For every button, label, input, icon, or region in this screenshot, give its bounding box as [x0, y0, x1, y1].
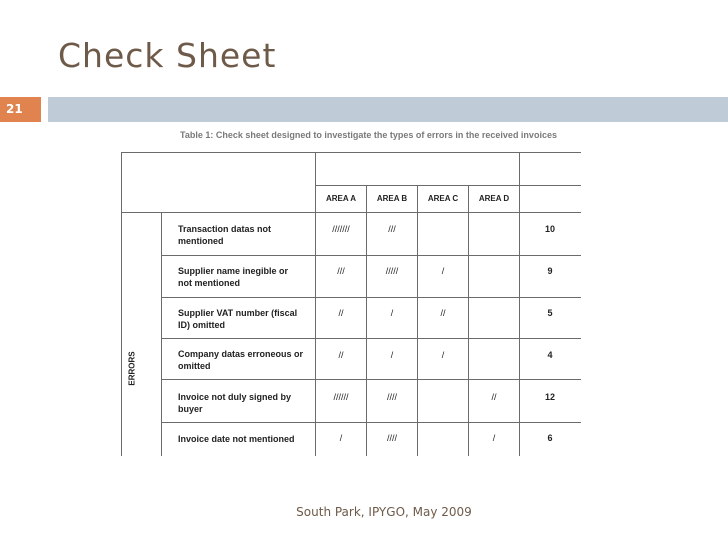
errors-side-label: ERRORS — [127, 351, 137, 386]
table-caption: Table 1: Check sheet designed to investigate the types of errors in the received invoices — [180, 130, 557, 140]
row-label-line: Invoice not duly signed by — [178, 392, 292, 402]
tally-area-d: // — [491, 392, 497, 402]
row-label — [178, 307, 297, 331]
row-label-line: ID) omitted — [178, 320, 225, 330]
tally-area-a: /// — [337, 266, 345, 276]
check-sheet-table — [121, 152, 581, 456]
tally-area-b: / — [390, 350, 394, 360]
row-label-line: Transaction datas not — [178, 224, 272, 234]
errors-divider — [161, 212, 162, 456]
row-total: 12 — [544, 392, 555, 402]
tally-area-b: /// — [388, 224, 396, 234]
row-total: 6 — [547, 433, 553, 443]
area-a-header: AREA A — [325, 194, 357, 203]
row-line — [161, 255, 581, 256]
table-border-top — [121, 152, 581, 153]
slide-number: 21 — [0, 97, 41, 122]
tally-area-a: /////// — [332, 224, 350, 234]
title-bar — [48, 97, 728, 122]
col-line-d — [468, 185, 469, 456]
tally-area-b: / — [390, 308, 394, 318]
tally-area-c: / — [441, 350, 445, 360]
row-label-line: omitted — [178, 361, 211, 371]
tally-area-b: ///// — [385, 266, 399, 276]
area-d-header: AREA D — [478, 194, 510, 203]
row-line — [161, 422, 581, 423]
row-total: 4 — [547, 350, 553, 360]
row-label-line: Company datas erroneous or — [178, 349, 304, 359]
footer-text: South Park, IPYGO, May 2009 — [296, 505, 472, 519]
tally-area-a: ////// — [333, 392, 349, 402]
row-label — [178, 433, 295, 445]
slide-footer — [0, 505, 728, 519]
tally-area-b: //// — [386, 392, 397, 402]
row-label-line: not mentioned — [178, 278, 240, 288]
row-label — [178, 265, 288, 289]
area-c-header: AREA C — [427, 194, 459, 203]
col-line-c — [417, 185, 418, 456]
tally-area-c: / — [441, 266, 445, 276]
header-bottom — [121, 212, 581, 213]
row-label-line: mentioned — [178, 236, 224, 246]
row-label — [178, 223, 271, 247]
tally-area-a: / — [339, 433, 343, 443]
tally-area-a: // — [338, 350, 344, 360]
tally-area-c: // — [440, 308, 446, 318]
header-divider — [315, 185, 581, 186]
row-line — [161, 379, 581, 380]
row-label-line: Supplier name inegible or — [178, 266, 289, 276]
area-b-header: AREA B — [376, 194, 408, 203]
row-line — [161, 338, 581, 339]
row-label-line: Supplier VAT number (fiscal — [178, 308, 298, 318]
table-border-left — [121, 152, 122, 456]
row-label-line: Invoice date not mentioned — [178, 434, 295, 444]
row-line — [161, 297, 581, 298]
tally-area-d: / — [492, 433, 496, 443]
row-total: 9 — [547, 266, 553, 276]
row-label — [178, 348, 303, 372]
slide-title: Check Sheet — [58, 36, 277, 75]
tally-area-a: // — [338, 308, 344, 318]
row-label — [178, 391, 291, 415]
col-line-total — [519, 152, 520, 456]
row-label-line: buyer — [178, 404, 203, 414]
tally-area-b: //// — [386, 433, 397, 443]
row-total: 5 — [547, 308, 553, 318]
row-total: 10 — [544, 224, 555, 234]
